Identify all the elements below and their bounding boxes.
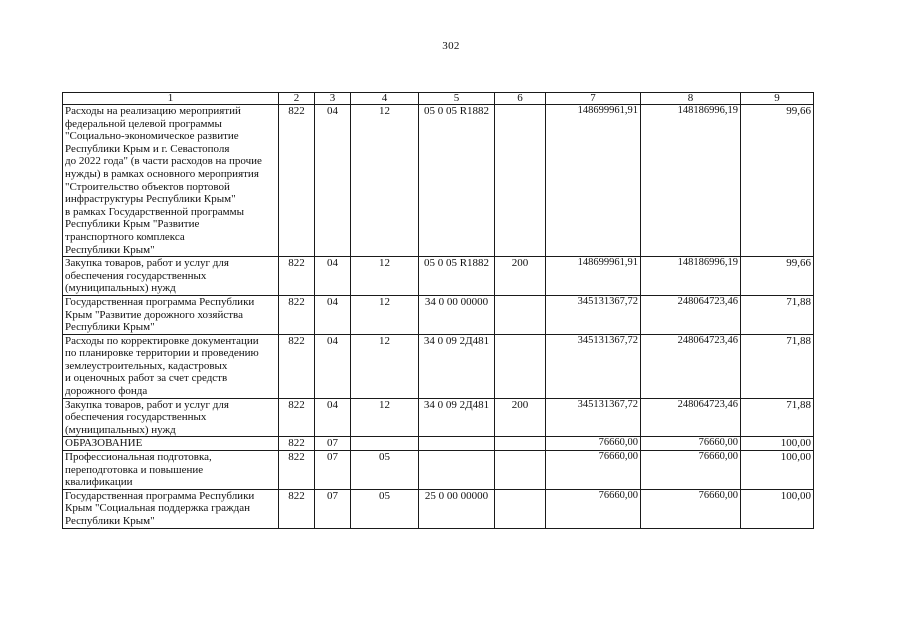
- row-section-code: 04: [315, 105, 351, 257]
- row-planned-amount: 345131367,72: [546, 398, 641, 437]
- budget-table: [62, 92, 814, 529]
- row-subsection-code: 12: [351, 398, 419, 437]
- row-name: Профессиональная подготовка, переподготовка и повышение квалификации: [63, 451, 279, 490]
- row-planned-amount: 345131367,72: [546, 334, 641, 398]
- row-admin-code: 822: [279, 398, 315, 437]
- row-actual-amount: 248064723,46: [641, 398, 741, 437]
- header-cell-5: 5: [419, 93, 495, 105]
- row-expense-type: 200: [495, 257, 546, 296]
- row-name: Государственная программа Республики Крым "Социальная поддержка граждан Республики Крым": [63, 489, 279, 528]
- row-actual-amount: 76660,00: [641, 489, 741, 528]
- row-name: Расходы по корректировке документации по планировке территории и проведению землеустроительных, кадастровых и оценочных работ за счет средств дорожного фонда: [63, 334, 279, 398]
- row-admin-code: 822: [279, 437, 315, 451]
- row-subsection-code: 12: [351, 334, 419, 398]
- row-name: Закупка товаров, работ и услуг для обеспечения государственных (муниципальных) нужд: [63, 398, 279, 437]
- header-cell-6: 6: [495, 93, 546, 105]
- header-cell-9: 9: [741, 93, 814, 105]
- table-row: [63, 257, 814, 296]
- header-cell-2: 2: [279, 93, 315, 105]
- header-cell-1: 1: [63, 93, 279, 105]
- row-section-code: 04: [315, 398, 351, 437]
- table-row: [63, 398, 814, 437]
- row-target-code: 25 0 00 00000: [419, 489, 495, 528]
- row-section-code: 07: [315, 489, 351, 528]
- row-subsection-code: 05: [351, 451, 419, 490]
- row-admin-code: 822: [279, 295, 315, 334]
- row-actual-amount: 148186996,19: [641, 257, 741, 296]
- table-row: [63, 105, 814, 257]
- row-subsection-code: 12: [351, 295, 419, 334]
- table-row: [63, 295, 814, 334]
- row-planned-amount: 345131367,72: [546, 295, 641, 334]
- row-actual-amount: 76660,00: [641, 437, 741, 451]
- row-percent: 100,00: [741, 451, 814, 490]
- row-expense-type: 200: [495, 398, 546, 437]
- row-name: Государственная программа Республики Крым "Развитие дорожного хозяйства Республики Крым": [63, 295, 279, 334]
- table-row: [63, 489, 814, 528]
- row-admin-code: 822: [279, 105, 315, 257]
- row-admin-code: 822: [279, 257, 315, 296]
- row-planned-amount: 76660,00: [546, 489, 641, 528]
- row-section-code: 07: [315, 451, 351, 490]
- row-section-code: 04: [315, 295, 351, 334]
- row-percent: 100,00: [741, 437, 814, 451]
- table-row: [63, 437, 814, 451]
- row-percent: 99,66: [741, 257, 814, 296]
- table-row: [63, 334, 814, 398]
- page-number: 302: [442, 40, 460, 52]
- row-planned-amount: 76660,00: [546, 437, 641, 451]
- header-row: [63, 93, 814, 105]
- row-planned-amount: 76660,00: [546, 451, 641, 490]
- row-percent: 71,88: [741, 398, 814, 437]
- row-expense-type: [495, 451, 546, 490]
- header-cell-4: 4: [351, 93, 419, 105]
- row-percent: 100,00: [741, 489, 814, 528]
- row-expense-type: [495, 437, 546, 451]
- row-expense-type: [495, 334, 546, 398]
- row-admin-code: 822: [279, 334, 315, 398]
- table-row: [63, 451, 814, 490]
- row-section-code: 04: [315, 257, 351, 296]
- row-planned-amount: 148699961,91: [546, 257, 641, 296]
- header-cell-3: 3: [315, 93, 351, 105]
- row-percent: 99,66: [741, 105, 814, 257]
- row-expense-type: [495, 105, 546, 257]
- row-name: Расходы на реализацию мероприятий федеральной целевой программы "Социально-экономическое развитие Республики Крым и г. Севастополя до 2022 года" (в части расходов на прочие нужды) в рамках основного мероприятия "Строительство объектов портовой инфраструктуры Республики Крым" в рамках Государственной программы Республики Крым "Развитие транспортного комплекса Республики Крым": [63, 105, 279, 257]
- row-admin-code: 822: [279, 489, 315, 528]
- row-section-code: 04: [315, 334, 351, 398]
- row-target-code: [419, 437, 495, 451]
- row-expense-type: [495, 295, 546, 334]
- row-section-code: 07: [315, 437, 351, 451]
- row-actual-amount: 148186996,19: [641, 105, 741, 257]
- row-subsection-code: 05: [351, 489, 419, 528]
- row-actual-amount: 248064723,46: [641, 334, 741, 398]
- row-subsection-code: 12: [351, 105, 419, 257]
- row-target-code: 34 0 09 2Д481: [419, 334, 495, 398]
- row-actual-amount: 248064723,46: [641, 295, 741, 334]
- row-planned-amount: 148699961,91: [546, 105, 641, 257]
- row-target-code: [419, 451, 495, 490]
- row-name: ОБРАЗОВАНИЕ: [63, 437, 279, 451]
- row-name: Закупка товаров, работ и услуг для обеспечения государственных (муниципальных) нужд: [63, 257, 279, 296]
- header-cell-7: 7: [546, 93, 641, 105]
- row-admin-code: 822: [279, 451, 315, 490]
- row-target-code: 34 0 09 2Д481: [419, 398, 495, 437]
- header-cell-8: 8: [641, 93, 741, 105]
- row-target-code: 34 0 00 00000: [419, 295, 495, 334]
- row-percent: 71,88: [741, 295, 814, 334]
- row-target-code: 05 0 05 R1882: [419, 257, 495, 296]
- row-actual-amount: 76660,00: [641, 451, 741, 490]
- row-subsection-code: 12: [351, 257, 419, 296]
- row-expense-type: [495, 489, 546, 528]
- row-percent: 71,88: [741, 334, 814, 398]
- row-target-code: 05 0 05 R1882: [419, 105, 495, 257]
- row-subsection-code: [351, 437, 419, 451]
